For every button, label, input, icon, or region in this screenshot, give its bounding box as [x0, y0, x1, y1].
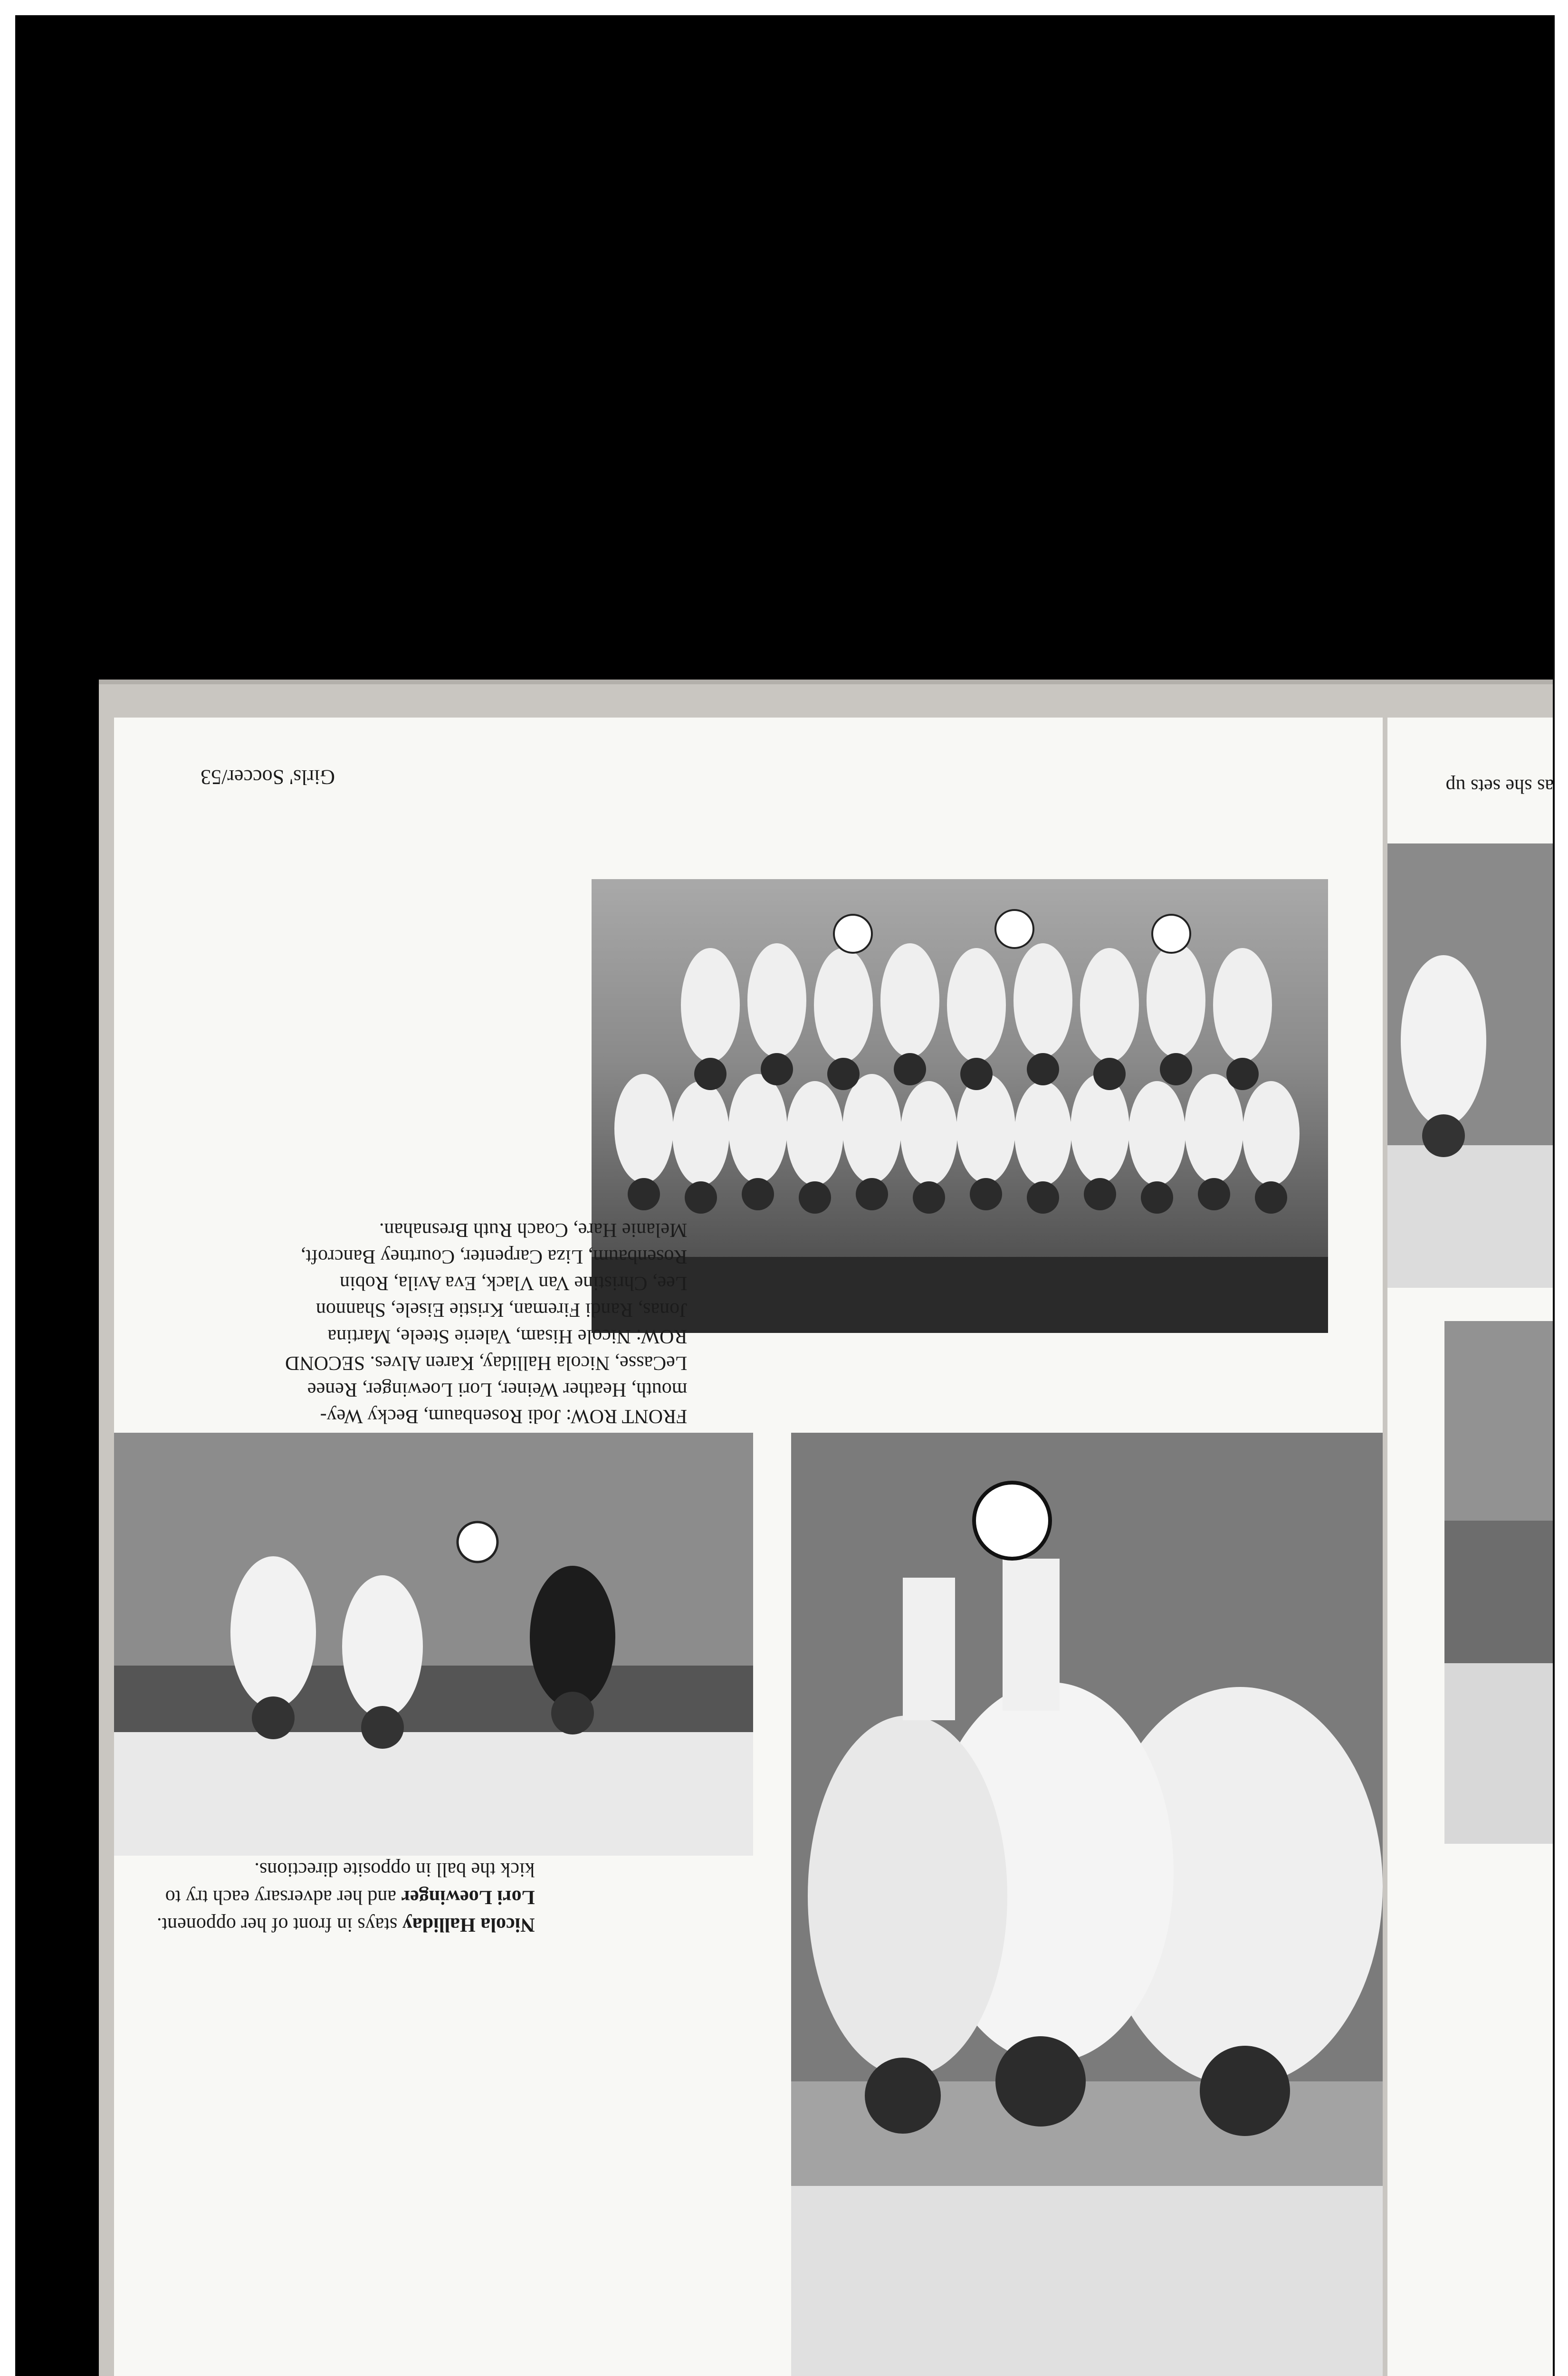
- team-roster-caption: [285, 1217, 687, 1429]
- caption-line: LeCasse, Nicola Halliday, Karen Alves. SECOND: [285, 1352, 688, 1374]
- caption-line: kick the ball in opposite directions.: [254, 1859, 535, 1880]
- caption-text: and her adversary each try to: [165, 1886, 402, 1908]
- caption-line: mouth, Heather Weiner, Lori Loewinger, Renee: [307, 1379, 688, 1400]
- caption-player-name: Lori Loewinger: [401, 1886, 535, 1908]
- caption-line: [157, 1883, 535, 1911]
- page-folio: Girls' Soccer/53: [201, 766, 335, 789]
- action-photo-large: [791, 1433, 1383, 2376]
- caption-text: stays in front of her opponent.: [157, 1914, 402, 1935]
- right-page-photo-fragment: [1387, 843, 1553, 1288]
- right-page-caption-fragment: as she sets up: [1445, 775, 1554, 797]
- caption-line: FRONT ROW: Jodi Rosenbaum, Becky Wey-: [320, 1405, 688, 1427]
- action-photo-caption: [157, 1856, 535, 1938]
- caption-line: Lee, Christine Van Vlack, Eva Avila, Robin: [340, 1272, 688, 1294]
- caption-line: [157, 1911, 535, 1938]
- caption-line: ROW: Nicole Hisam, Valerie Steele, Martina: [327, 1325, 688, 1347]
- caption-line: Melanie Hare, Coach Ruth Bresnahan.: [379, 1219, 688, 1241]
- action-photo-small: [114, 1433, 753, 1856]
- caption-line: Jonas, Randi Fireman, Kristie Eisele, Shannon: [316, 1299, 688, 1321]
- caption-player-name: Nicola Halliday: [402, 1914, 535, 1935]
- caption-line: Rosenbaum, Liza Carpenter, Courtney Bancroft,: [300, 1245, 688, 1267]
- right-page-photo-fragment: [1444, 1321, 1553, 1844]
- team-photo: [592, 879, 1328, 1333]
